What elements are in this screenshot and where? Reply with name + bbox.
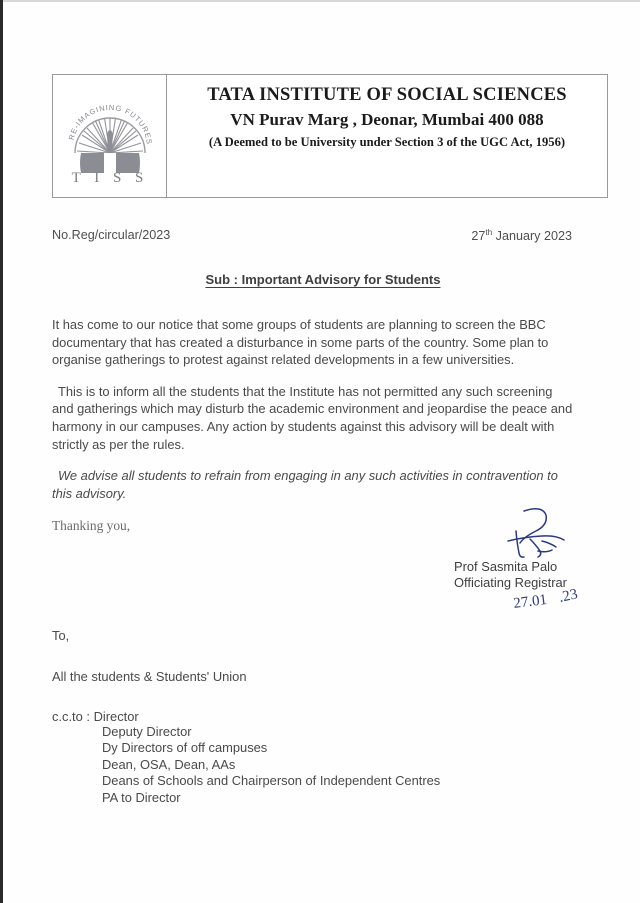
- cc-label: c.c.to :: [52, 709, 94, 724]
- body-paragraph-1: It has come to our notice that some groups of students are planning to screen the BBC documentary that has created a disturbance in some parts of the country. Some plan to organise gatherings to protest against related developments in a few universities.: [52, 317, 549, 368]
- cc-list-item: Dean, OSA, Dean, AAs: [102, 756, 236, 772]
- deemed-university-note: (A Deemed to be University under Section 3 of the UGC Act, 1956): [208, 134, 566, 149]
- closing-salutation: Thanking you,: [52, 518, 131, 534]
- cc-item-director: Director: [93, 709, 139, 724]
- cc-list-item: Dy Directors of off campuses: [102, 740, 268, 756]
- cc-list: [52, 724, 572, 806]
- letterhead-box: [52, 74, 608, 198]
- date-day: 27: [471, 229, 486, 244]
- cc-block: [52, 709, 572, 806]
- organization-name: TATA INSTITUTE OF SOCIAL SCIENCES: [207, 85, 567, 105]
- body-paragraph-2: This is to inform all the students that the Institute has not permitted any such screening and gatherings which may disturb the academic environment and jeopardise the peace and harmony in our campuses. Any action by students against this advisory will be dealt with strictly as per the rules.: [52, 383, 573, 452]
- cc-list-item: Deans of Schools and Chairperson of Independent Centres: [102, 773, 441, 789]
- svg-text:27.01: 27.01: [512, 591, 548, 612]
- handwritten-date-icon: [512, 586, 602, 618]
- document-page: [3, 2, 640, 903]
- svg-text:T I S S: T I S S: [71, 170, 148, 186]
- document-date: [471, 228, 572, 243]
- primary-recipient: All the students & Students' Union: [52, 669, 247, 684]
- subject-line-wrapper: [3, 271, 640, 289]
- document-meta-row: [52, 228, 572, 243]
- svg-text:.23: .23: [557, 586, 580, 606]
- handwritten-signature-icon: [480, 507, 600, 565]
- organization-address: VN Purav Marg , Deonar, Mumbai 400 088: [230, 109, 544, 129]
- letter-body: [52, 316, 574, 534]
- date-ordinal-suffix: th: [485, 228, 493, 237]
- signatory-name: Prof Sasmita Palo: [454, 559, 558, 574]
- tiss-tree-logo-icon: [61, 87, 159, 187]
- reference-number: No.Reg/circular/2023: [52, 228, 171, 242]
- signatory-designation: Officiating Registrar: [454, 575, 567, 590]
- letterhead-text-cell: [167, 75, 607, 197]
- cc-list-item: Deputy Director: [102, 724, 192, 739]
- to-label: To,: [52, 628, 70, 643]
- distribution-block: [52, 628, 572, 806]
- body-paragraph-3-advisory: We advise all students to refrain from engaging in any such activities in contravention to this advisory.: [52, 468, 558, 501]
- date-month-year: January 2023: [492, 229, 572, 244]
- letterhead-logo-cell: [53, 75, 167, 197]
- subject-line: Sub : Important Advisory for Students: [205, 272, 441, 287]
- cc-first-line: [52, 709, 572, 724]
- svg-text:RE-IMAGINING FUTURES: RE-IMAGINING FUTURES: [66, 102, 154, 146]
- cc-list-item: PA to Director: [102, 789, 181, 805]
